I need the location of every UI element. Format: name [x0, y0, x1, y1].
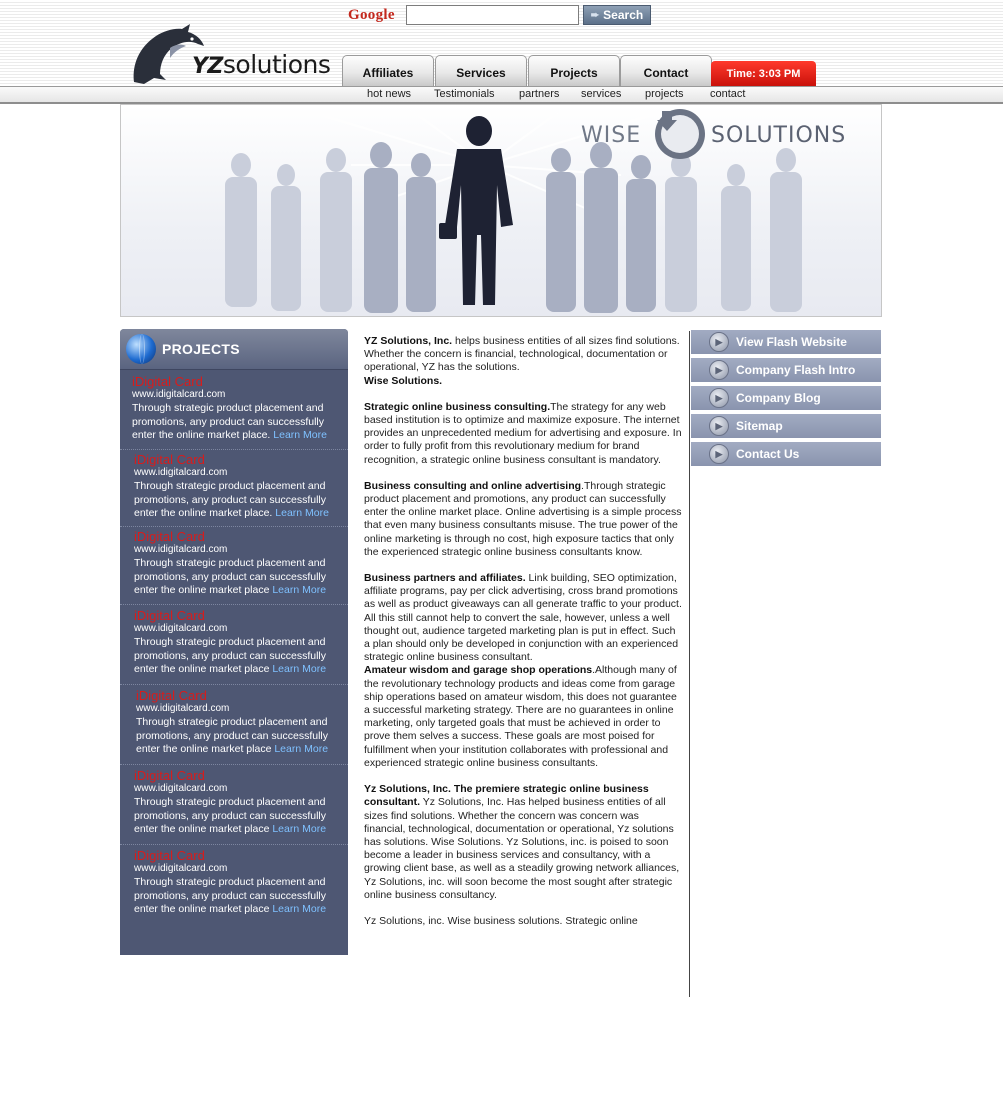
project-title[interactable]: iDigital Card	[134, 529, 205, 544]
project-url[interactable]: www.idigitalcard.com	[134, 863, 228, 874]
sub-link-testimonials[interactable]: Testimonials	[434, 88, 495, 100]
project-url[interactable]: www.idigitalcard.com	[134, 623, 228, 634]
company-blog-button[interactable]	[691, 386, 881, 412]
tab-contact[interactable]: Contact	[620, 55, 712, 86]
down-arrow-icon	[655, 109, 705, 159]
learn-more-link[interactable]: Learn More	[272, 663, 327, 675]
tab-affiliates[interactable]: Affiliates	[342, 55, 434, 86]
wise-solutions-logo	[581, 109, 881, 167]
project-description: Through strategic product placement and promotions, any product can successfully enter the online market place. Learn More	[134, 480, 329, 519]
project-description: Through strategic product placement and promotions, any product can successfully enter the online market place Learn More	[134, 876, 327, 915]
sub-link-partners[interactable]: partners	[519, 88, 560, 100]
project-title[interactable]: iDigital Card	[134, 608, 205, 623]
view-flash-website-button[interactable]	[691, 330, 881, 356]
section-partners-affiliates: Business partners and affiliates. Link building, SEO optimization, affiliate programs, pay per click advertising, cross brand promotions as well as product giveaways can all generate traffic to your product. All this still cannot help to convert the sale, however, unless a well thought out, audience targeted marketing plan is put in effect. Such a plan should only be developed in conjunction with an experienced strategic online business consultant.	[364, 572, 682, 664]
arrow-right-icon: ▶	[709, 332, 729, 352]
sub-link-projects[interactable]: projects	[645, 88, 684, 100]
search-input[interactable]	[406, 5, 579, 25]
learn-more-link[interactable]: Learn More	[275, 507, 329, 519]
search-button-label: Search	[603, 8, 644, 22]
arrow-right-icon: ▶	[709, 444, 729, 464]
section-closing: Yz Solutions, inc. Wise business solutions. Strategic online	[364, 914, 638, 927]
nav-label: Sitemap	[736, 419, 783, 433]
project-item	[120, 849, 348, 925]
project-item	[120, 453, 348, 527]
intro-paragraph: YZ Solutions, Inc. helps business entities of all sizes find solutions. Whether the concern is financial, technological, documentation or operational, YZ has the solutions. Wise Solutions.	[364, 335, 680, 387]
projects-header	[120, 329, 348, 370]
learn-more-link[interactable]: Learn More	[272, 823, 327, 835]
project-item	[120, 609, 348, 685]
arrow-right-icon: ▶	[709, 416, 729, 436]
projects-panel	[120, 329, 348, 955]
project-description: Through strategic product placement and promotions, any product can successfully enter the online market place Learn More	[136, 716, 329, 755]
project-description: Through strategic product placement and promotions, any product can successfully enter the online market place Learn More	[134, 636, 327, 675]
project-title[interactable]: iDigital Card	[134, 452, 205, 467]
tab-projects[interactable]: Projects	[528, 55, 620, 86]
section-premiere-consultant: Yz Solutions, Inc. The premiere strategic online business consultant. Yz Solutions, Inc. Has helped business entities of all sizes find solutions. Whether the concern was concern was financial, technological, documentation or operational, Yz solutions has solutions. Wise Solutions. Yz Solutions, inc. is poised to soon become a leader in business services and consultancy, with a growing client base, as well as a steadily growing network alliances, Yz Solutions, inc. will soon become the most sought after strategic online business consultancy.	[364, 783, 680, 901]
solutions-word: SOLUTIONS	[711, 123, 847, 148]
learn-more-link[interactable]: Learn More	[274, 743, 329, 755]
globe-icon	[126, 334, 156, 364]
logo-wordmark	[192, 50, 330, 79]
hero-banner	[120, 104, 882, 317]
learn-more-link[interactable]: Learn More	[272, 584, 327, 596]
wise-word: WISE	[581, 123, 642, 148]
company-flash-intro-button[interactable]	[691, 358, 881, 384]
project-item	[120, 375, 348, 450]
project-item	[120, 769, 348, 845]
main-content	[364, 335, 682, 997]
logo-suffix: solutions	[222, 50, 331, 79]
project-item	[120, 689, 348, 765]
sub-link-hot-news[interactable]: hot news	[367, 88, 412, 100]
arrow-right-icon: ▶	[709, 388, 729, 408]
logo-prefix: YZ	[192, 54, 223, 79]
learn-more-link[interactable]: Learn More	[273, 429, 327, 441]
project-url[interactable]: www.idigitalcard.com	[132, 389, 226, 400]
project-title[interactable]: iDigital Card	[134, 768, 205, 783]
section-strategic-consulting: Strategic online business consulting.The strategy for any web based institution is to optimize and maximize exposure. The internet provides an unprecedented medium for advertising and exposure. In order to fully profit from this revolutionary medium for brand recognition, a strategic online business consultant is mandatory.	[364, 400, 682, 466]
projects-title: PROJECTS	[162, 341, 240, 357]
learn-more-link[interactable]: Learn More	[272, 903, 327, 915]
tab-services[interactable]: Services	[435, 55, 527, 86]
nav-label: Company Flash Intro	[736, 363, 856, 377]
time-display: Time: 3:03 PM	[711, 61, 816, 86]
project-description: Through strategic product placement and promotions, any product can successfully enter the online market place Learn More	[134, 796, 327, 835]
project-title[interactable]: iDigital Card	[136, 688, 207, 703]
contact-us-button[interactable]	[691, 442, 881, 468]
site-logo[interactable]	[130, 22, 335, 86]
project-url[interactable]: www.idigitalcard.com	[134, 783, 228, 794]
sitemap-button[interactable]	[691, 414, 881, 440]
arrow-right-icon: ➨	[590, 9, 600, 21]
project-title[interactable]: iDigital Card	[134, 848, 205, 863]
project-url[interactable]: www.idigitalcard.com	[136, 703, 230, 714]
google-label: Google	[348, 7, 395, 23]
content-divider	[689, 331, 690, 997]
arrow-right-icon: ▶	[709, 360, 729, 380]
project-url[interactable]: www.idigitalcard.com	[134, 467, 228, 478]
nav-label: View Flash Website	[736, 335, 847, 349]
site-header	[0, 0, 1003, 104]
section-online-advertising: Business consulting and online advertising.Through strategic product placement and promotions, any product can successfully enter the online market place. Online advertising is a simple process that even many business consultants misuse. The true power of the online marketing is through no cost, high exposure tactics that only the experienced strategic online business consultants know.	[364, 479, 682, 558]
search-button[interactable]	[583, 5, 651, 25]
sub-link-contact[interactable]: contact	[710, 88, 746, 100]
project-item	[120, 530, 348, 605]
project-description: Through strategic product placement and promotions, any product can successfully enter the online market place Learn More	[134, 557, 327, 596]
project-description: Through strategic product placement and promotions, any product can successfully enter the online market place. Learn More	[132, 402, 327, 441]
project-url[interactable]: www.idigitalcard.com	[134, 544, 228, 555]
header-sub-bar	[0, 86, 1003, 104]
project-title[interactable]: iDigital Card	[132, 374, 203, 389]
nav-label: Company Blog	[736, 391, 821, 405]
section-amateur-wisdom: Amateur wisdom and garage shop operations.Although many of the revolutionary technology products and ideas come from garage ship operations based on amateur wisdom, this does not guarantee a successful marketing strategy. There are no guarantees in online marketing, only targeted goals that must be achieved in order to prove them selves a success. These goals are most poised for fulfillment when your institution collaborates with professional and experienced strategic online business consultants.	[364, 664, 677, 769]
sub-link-services[interactable]: services	[581, 88, 622, 100]
nav-label: Contact Us	[736, 447, 800, 461]
